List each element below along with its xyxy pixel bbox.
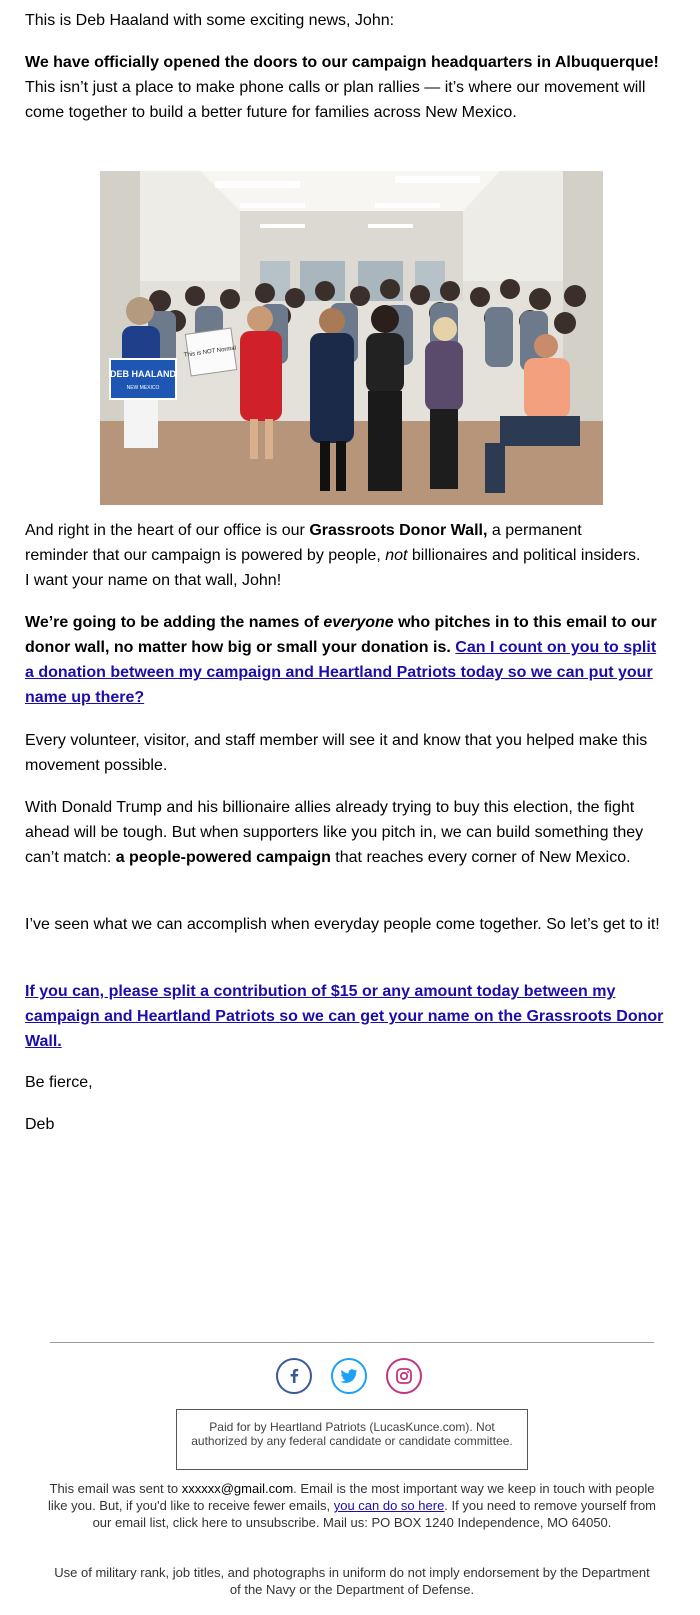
new-mexico-sign-text: NEW MEXICO	[126, 385, 160, 391]
sent-text-b: . Email is the most important way we keep in touch with people like you. But, if you'd like to receive fewer emails,	[48, 1481, 655, 1513]
campaign-headquarters-photo	[100, 171, 603, 505]
recipient-email: xxxxxx@gmail.com	[181, 1481, 294, 1496]
email-sent-notice	[48, 1480, 656, 1531]
sent-text-c: . If you need to remove yourself from our email list, click here to unsubscribe. Mail us: PO BOX 1240 Independence, MO 64050.	[92, 1498, 657, 1530]
contribution-paragraph	[25, 979, 665, 1054]
everyone-bold-a: We’re going to be adding the names of	[25, 614, 324, 631]
twitter-icon	[339, 1366, 359, 1386]
military-disclaimer: Use of military rank, job titles, and photographs in uniform do not imply endorsement by the Department of the Navy or the Department of Defense.	[54, 1565, 650, 1597]
announcement-bold: We have officially opened the doors to our campaign headquarters in Albuquerque!	[25, 54, 659, 71]
trump-text-b: that reaches every corner of New Mexico.	[330, 849, 631, 866]
sent-text-a: This email was sent to	[49, 1481, 182, 1496]
signature: Deb	[25, 1116, 55, 1133]
intro-text: This is Deb Haaland with some exciting news, John:	[25, 12, 395, 29]
split-donation-link[interactable]: Can I count on you to split a donation between my campaign and Heartland Patriots today so we can put your name up there?	[25, 639, 657, 706]
everyone-bold-italic: everyone	[323, 614, 394, 631]
fewer-emails-link[interactable]: you can do so here	[333, 1498, 445, 1513]
contribution-link[interactable]: If you can, please split a contribution of $15 or any amount today between my campaign and Heartland Patriots so we can get your name on the Grassroots Donor Wall.	[25, 983, 664, 1050]
come-together-paragraph: I’ve seen what we can accomplish when everyday people come together. So let’s get to it!	[25, 916, 660, 933]
instagram-icon	[394, 1366, 414, 1386]
donor-wall-text-c: billionaires and political insiders. I want your name on that wall, John!	[25, 547, 641, 589]
volunteer-paragraph: Every volunteer, visitor, and staff member will see it and know that you helped make this movement possible.	[25, 732, 648, 774]
announcement-rest: This isn’t just a place to make phone calls or plan rallies — it’s where our movement will come together to build a better future for families across New Mexico.	[25, 79, 646, 121]
twitter-link[interactable]	[331, 1358, 367, 1394]
signoff: Be fierce,	[25, 1074, 93, 1091]
trump-paragraph	[25, 795, 673, 870]
donor-wall-italic: not	[385, 547, 408, 564]
facebook-link[interactable]	[276, 1358, 312, 1394]
announcement-paragraph	[25, 50, 665, 125]
trump-text-a: With Donald Trump and his billionaire allies already trying to buy this election, the fight ahead will be tough. But when supporters like you pitch in, we can build something they can’t match:	[25, 799, 644, 866]
everyone-paragraph	[25, 610, 665, 710]
footer-divider	[50, 1342, 654, 1343]
facebook-icon	[284, 1366, 304, 1386]
photo-illustration	[100, 171, 603, 505]
people-powered-bold: a people-powered campaign	[115, 849, 331, 866]
donor-wall-bold: Grassroots Donor Wall,	[309, 522, 488, 539]
everyone-bold-b: who pitches in to this email to our donor wall, no matter how big or small your donation is.	[25, 614, 657, 656]
donor-wall-paragraph	[25, 518, 645, 593]
deb-haaland-sign-text: DEB HAALAND	[110, 369, 176, 379]
instagram-link[interactable]	[386, 1358, 422, 1394]
not-normal-sign-text: This is NOT Normal	[183, 345, 237, 359]
donor-wall-text-b: a permanent reminder that our campaign is powered by people,	[25, 522, 582, 564]
paid-for-disclaimer: Paid for by Heartland Patriots (LucasKunce.com). Not authorized by any federal candidate or candidate committee.	[176, 1409, 528, 1470]
donor-wall-text-a: And right in the heart of our office is our	[25, 522, 310, 539]
